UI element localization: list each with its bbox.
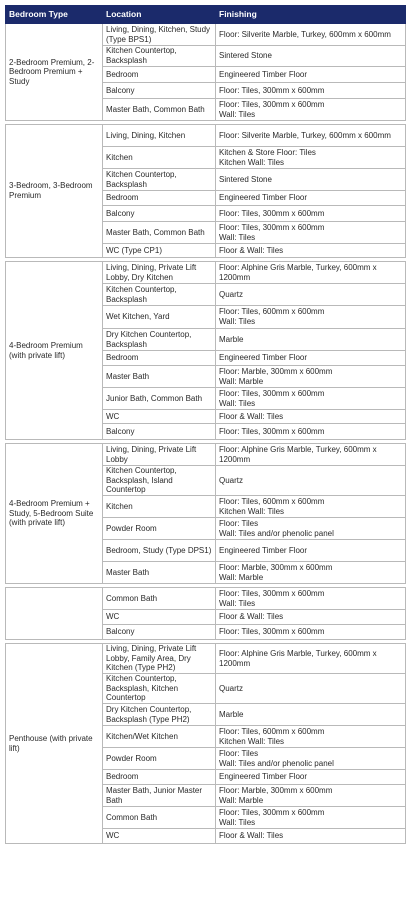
location-cell: Kitchen Countertop, Backsplash, Kitchen Countertop	[103, 674, 216, 704]
finishing-cell: Floor: Tiles, 600mm x 600mm Kitchen Wall: Tiles	[216, 726, 406, 748]
bedroom-type-cell: 4-Bedroom Premium + Study, 5-Bedroom Suite (with private lift)	[6, 444, 103, 584]
location-cell: Living, Dining, Private Lift Lobby, Family Area, Dry Kitchen (Type PH2)	[103, 644, 216, 674]
finishes-table	[5, 5, 406, 844]
finishing-cell: Floor: Tiles Wall: Tiles and/or phenolic panel	[216, 748, 406, 770]
finishing-cell: Floor: Tiles, 300mm x 600mm Wall: Tiles	[216, 222, 406, 244]
bedroom-type-cell: 2-Bedroom Premium, 2-Bedroom Premium + Study	[6, 24, 103, 121]
location-cell: WC	[103, 410, 216, 424]
location-cell: Master Bath, Junior Master Bath	[103, 785, 216, 807]
location-cell: Living, Dining, Private Lift Lobby, Dry Kitchen	[103, 262, 216, 284]
location-cell: Balcony	[103, 83, 216, 99]
location-cell: Kitchen/Wet Kitchen	[103, 726, 216, 748]
location-cell: Dry Kitchen Countertop, Backsplash	[103, 329, 216, 351]
location-cell: Junior Bath, Common Bath	[103, 388, 216, 410]
location-cell: Balcony	[103, 625, 216, 640]
table-row	[6, 262, 406, 284]
finishing-cell: Sintered Stone	[216, 46, 406, 67]
location-cell: Common Bath	[103, 588, 216, 610]
table-body	[6, 24, 406, 844]
table-row	[6, 444, 406, 466]
finishing-cell: Marble	[216, 704, 406, 726]
finishing-cell: Engineered Timber Floor	[216, 191, 406, 206]
bedroom-type-cell: Penthouse (with private lift)	[6, 644, 103, 844]
finishing-cell: Engineered Timber Floor	[216, 540, 406, 562]
location-cell: Living, Dining, Kitchen	[103, 125, 216, 147]
finishing-cell: Engineered Timber Floor	[216, 67, 406, 83]
finishing-cell: Kitchen & Store Floor: Tiles Kitchen Wall: Tiles	[216, 147, 406, 169]
location-cell: WC (Type CP1)	[103, 244, 216, 258]
location-cell: Bedroom, Study (Type DPS1)	[103, 540, 216, 562]
bedroom-type-cell: 4-Bedroom Premium (with private lift)	[6, 262, 103, 440]
finishing-cell: Floor: Tiles, 300mm x 600mm	[216, 424, 406, 440]
finishing-cell: Quartz	[216, 674, 406, 704]
location-cell: Master Bath, Common Bath	[103, 222, 216, 244]
location-cell: Master Bath	[103, 562, 216, 584]
location-cell: Master Bath	[103, 366, 216, 388]
location-cell: Dry Kitchen Countertop, Backsplash (Type PH2)	[103, 704, 216, 726]
location-cell: Powder Room	[103, 748, 216, 770]
location-cell: Powder Room	[103, 518, 216, 540]
location-cell: Wet Kitchen, Yard	[103, 306, 216, 329]
finishing-cell: Floor: Silverite Marble, Turkey, 600mm x 600mm	[216, 125, 406, 147]
header-finishing: Finishing	[216, 6, 406, 24]
finishing-cell: Floor: Tiles, 600mm x 600mm Kitchen Wall: Tiles	[216, 496, 406, 518]
finishing-cell: Floor: Tiles, 300mm x 600mm	[216, 625, 406, 640]
location-cell: Kitchen	[103, 496, 216, 518]
location-cell: Living, Dining, Private Lift Lobby	[103, 444, 216, 466]
finishing-cell: Floor: Tiles Wall: Tiles and/or phenolic panel	[216, 518, 406, 540]
location-cell: Bedroom	[103, 351, 216, 366]
location-cell: WC	[103, 829, 216, 844]
finishing-cell: Floor & Wall: Tiles	[216, 244, 406, 258]
finishing-cell: Quartz	[216, 284, 406, 306]
finishing-cell: Engineered Timber Floor	[216, 351, 406, 366]
location-cell: Bedroom	[103, 770, 216, 785]
header-bedroom-type: Bedroom Type	[6, 6, 103, 24]
table-row	[6, 644, 406, 674]
location-cell: Kitchen Countertop, Backsplash	[103, 284, 216, 306]
location-cell: WC	[103, 610, 216, 625]
location-cell: Living, Dining, Kitchen, Study (Type BPS1)	[103, 24, 216, 46]
finishes-schedule	[5, 5, 405, 844]
header-row	[6, 6, 406, 24]
finishing-cell: Floor: Marble, 300mm x 600mm Wall: Marble	[216, 562, 406, 584]
header-location: Location	[103, 6, 216, 24]
finishing-cell: Marble	[216, 329, 406, 351]
bedroom-type-cell	[6, 588, 103, 640]
finishing-cell: Floor: Marble, 300mm x 600mm Wall: Marble	[216, 785, 406, 807]
table-row	[6, 125, 406, 147]
finishing-cell: Floor: Alphine Gris Marble, Turkey, 600mm x 1200mm	[216, 262, 406, 284]
finishing-cell: Floor & Wall: Tiles	[216, 410, 406, 424]
table-row	[6, 588, 406, 610]
finishing-cell: Floor: Marble, 300mm x 600mm Wall: Marble	[216, 366, 406, 388]
finishing-cell: Floor: Tiles, 600mm x 600mm Wall: Tiles	[216, 306, 406, 329]
finishing-cell: Floor & Wall: Tiles	[216, 610, 406, 625]
location-cell: Bedroom	[103, 191, 216, 206]
finishing-cell: Floor: Tiles, 300mm x 600mm	[216, 83, 406, 99]
location-cell: Kitchen Countertop, Backsplash	[103, 169, 216, 191]
location-cell: Bedroom	[103, 67, 216, 83]
finishing-cell: Engineered Timber Floor	[216, 770, 406, 785]
finishing-cell: Floor & Wall: Tiles	[216, 829, 406, 844]
location-cell: Kitchen Countertop, Backsplash, Island Countertop	[103, 466, 216, 496]
location-cell: Master Bath, Common Bath	[103, 99, 216, 121]
location-cell: Balcony	[103, 206, 216, 222]
finishing-cell: Floor: Alphine Gris Marble, Turkey, 600mm x 1200mm	[216, 644, 406, 674]
finishing-cell: Floor: Alphine Gris Marble, Turkey, 600mm x 1200mm	[216, 444, 406, 466]
location-cell: Common Bath	[103, 807, 216, 829]
finishing-cell: Floor: Tiles, 300mm x 600mm	[216, 206, 406, 222]
location-cell: Kitchen	[103, 147, 216, 169]
location-cell: Balcony	[103, 424, 216, 440]
finishing-cell: Sintered Stone	[216, 169, 406, 191]
finishing-cell: Floor: Silverite Marble, Turkey, 600mm x 600mm	[216, 24, 406, 46]
finishing-cell: Floor: Tiles, 300mm x 600mm Wall: Tiles	[216, 807, 406, 829]
table-row	[6, 24, 406, 46]
finishing-cell: Floor: Tiles, 300mm x 600mm Wall: Tiles	[216, 388, 406, 410]
finishing-cell: Floor: Tiles, 300mm x 600mm Wall: Tiles	[216, 99, 406, 121]
finishing-cell: Quartz	[216, 466, 406, 496]
bedroom-type-cell: 3-Bedroom, 3-Bedroom Premium	[6, 125, 103, 258]
location-cell: Kitchen Countertop, Backsplash	[103, 46, 216, 67]
finishing-cell: Floor: Tiles, 300mm x 600mm Wall: Tiles	[216, 588, 406, 610]
